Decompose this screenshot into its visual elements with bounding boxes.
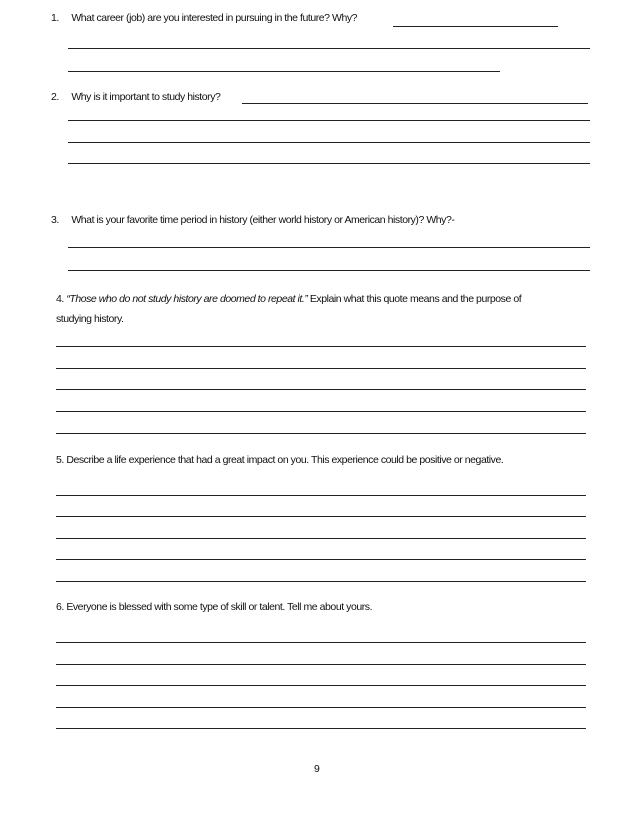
question-1-number: 1. <box>51 12 59 24</box>
answer-line[interactable] <box>56 642 586 643</box>
question-2-number: 2. <box>51 91 59 103</box>
answer-line[interactable] <box>56 368 586 369</box>
answer-line[interactable] <box>56 685 586 686</box>
question-6-text: Everyone is blessed with some type of skill or talent. Tell me about yours. <box>66 601 373 613</box>
answer-line[interactable] <box>242 103 588 104</box>
question-1 <box>51 12 357 25</box>
question-4-text: Explain what this quote means and the purpose of <box>307 293 522 305</box>
question-5-number: 5. <box>56 454 64 466</box>
answer-line[interactable] <box>56 389 586 390</box>
answer-line[interactable] <box>56 495 586 496</box>
answer-line[interactable] <box>68 71 500 72</box>
question-3-number: 3. <box>51 214 59 226</box>
answer-line[interactable] <box>56 559 586 560</box>
question-6 <box>56 601 372 614</box>
question-4-number: 4. <box>56 293 64 305</box>
question-4 <box>56 293 521 306</box>
answer-line[interactable] <box>56 516 586 517</box>
question-1-text: What career (job) are you interested in pursuing in the future? Why? <box>71 12 358 24</box>
answer-line[interactable] <box>68 120 590 121</box>
answer-line[interactable] <box>68 270 590 271</box>
answer-line[interactable] <box>68 48 590 49</box>
answer-line[interactable] <box>393 26 558 27</box>
answer-line[interactable] <box>56 728 586 729</box>
answer-line[interactable] <box>56 581 586 582</box>
answer-line[interactable] <box>56 538 586 539</box>
answer-line[interactable] <box>56 411 586 412</box>
question-2-text: Why is it important to study history? <box>71 91 221 103</box>
question-5-text: Describe a life experience that had a great impact on you. This experience could be positive or negative. <box>66 454 504 466</box>
answer-line[interactable] <box>68 163 590 164</box>
question-4-quote: “Those who do not study history are doomed to repeat it.” <box>66 293 308 305</box>
page-number: 9 <box>314 763 320 775</box>
question-3-text: What is your favorite time period in history (either world history or American history)? Why?- <box>71 214 455 226</box>
answer-line[interactable] <box>68 142 590 143</box>
answer-line[interactable] <box>56 346 586 347</box>
question-4-continued: studying history. <box>56 313 124 325</box>
question-6-number: 6. <box>56 601 64 613</box>
answer-line[interactable] <box>68 247 590 248</box>
question-3 <box>51 214 454 227</box>
answer-line[interactable] <box>56 433 586 434</box>
question-5 <box>56 454 503 467</box>
answer-line[interactable] <box>56 707 586 708</box>
question-2 <box>51 91 220 104</box>
answer-line[interactable] <box>56 664 586 665</box>
